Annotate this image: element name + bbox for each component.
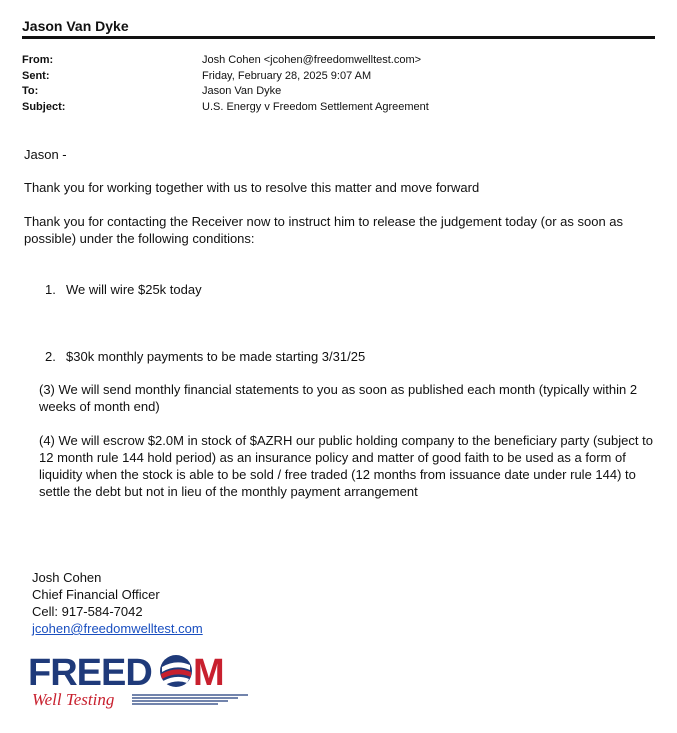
logo-word-left: FREED bbox=[28, 652, 152, 694]
signature-block bbox=[32, 569, 203, 637]
from-row bbox=[22, 53, 429, 69]
condition-4-text: (4) We will escrow $2.0M in stock of $AZRH our public holding company to the beneficiary party (subject to 12 month rule 144 hold period) as an insurance policy and matter of good faith to be used as a form of liquidity when the stock is able to be sold / free traded (12 months from issuance date under rule 144) to settle the debt but not in lieu of the monthly payment arrangement bbox=[39, 433, 653, 499]
flag-globe-icon bbox=[160, 655, 192, 687]
greeting: Jason - bbox=[24, 147, 67, 162]
to-value: Jason Van Dyke bbox=[202, 85, 282, 97]
condition-3-text: (3) We will send monthly financial statements to you as soon as published each month (typically within 2 weeks of month end) bbox=[39, 382, 638, 414]
logo-word-right: M bbox=[193, 652, 225, 694]
from-label: From: bbox=[22, 54, 54, 66]
sent-value: Friday, February 28, 2025 9:07 AM bbox=[202, 69, 372, 82]
list-item-number: 2. bbox=[45, 349, 56, 364]
body-paragraph-1: Thank you for working together with us to resolve this matter and move forward bbox=[24, 180, 480, 195]
list-item-text: We will wire $25k today bbox=[66, 282, 202, 297]
sent-row bbox=[22, 69, 429, 85]
list-item-number: 1. bbox=[45, 282, 56, 297]
mailbox-owner-name: Jason Van Dyke bbox=[22, 18, 129, 34]
subject-row bbox=[22, 100, 429, 116]
subject-value: U.S. Energy v Freedom Settlement Agreement bbox=[202, 100, 429, 113]
list-item-text: $30k monthly payments to be made starting 3/31/25 bbox=[66, 349, 366, 364]
condition-4 bbox=[24, 432, 669, 500]
logo-tagline: Well Testing bbox=[32, 690, 115, 709]
signature-cell: Cell: 917-584-7042 bbox=[32, 604, 143, 619]
list-item bbox=[45, 348, 675, 365]
freedom-logo bbox=[28, 651, 258, 713]
list-item bbox=[45, 281, 675, 298]
signature-email-link[interactable]: jcohen@freedomwelltest.com bbox=[32, 621, 203, 636]
sent-label: Sent: bbox=[22, 69, 50, 82]
body-paragraph-2: Thank you for contacting the Receiver now to instruct him to release the judgement today (or as soon as possible) under the following conditions: bbox=[24, 214, 624, 246]
to-label: To: bbox=[22, 85, 39, 97]
to-row bbox=[22, 84, 429, 100]
condition-3 bbox=[24, 381, 669, 415]
signature-title: Chief Financial Officer bbox=[32, 587, 160, 602]
subject-label: Subject: bbox=[22, 100, 66, 113]
signature-name: Josh Cohen bbox=[32, 570, 102, 585]
header-rule bbox=[22, 36, 655, 39]
from-value: Josh Cohen <jcohen@freedomwelltest.com> bbox=[202, 54, 422, 66]
logo-speed-lines bbox=[132, 695, 248, 704]
email-header bbox=[22, 53, 429, 115]
